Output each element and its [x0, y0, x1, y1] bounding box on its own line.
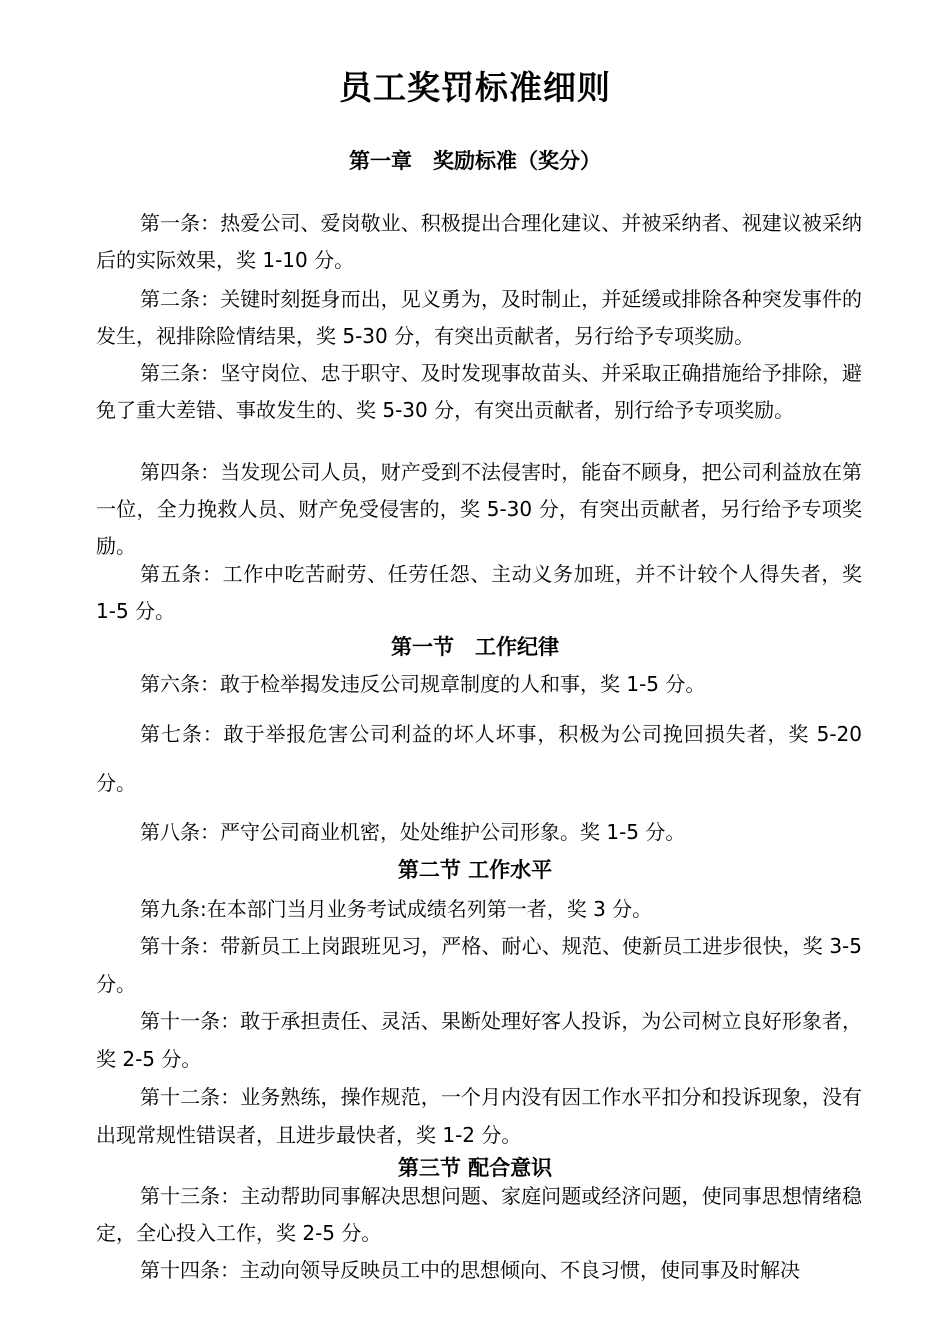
document-title: 员工奖罚标准细则 — [339, 68, 611, 107]
article-2: 第二条：关键时刻挺身而出，见义勇为，及时制止，并延缓或排除各种突发事件的发生，视排除险情结果，奖 5-30 分，有突出贡献者，另行给予专项奖励。 — [96, 287, 862, 348]
article-7: 第七条：敢于举报危害公司利益的坏人坏事，积极为公司挽回损失者，奖 5-20 分。 — [96, 722, 862, 795]
chapter-heading: 第一章 奖励标准（奖分） — [349, 149, 601, 173]
article-4: 第四条：当发现公司人员，财产受到不法侵害时，能奋不顾身，把公司利益放在第一位，全力挽救人员、财产免受侵害的，奖 5-30 分，有突出贡献者，另行给予专项奖励。 — [96, 460, 862, 558]
article-3: 第三条：坚守岗位、忠于职守、及时发现事故苗头、并采取正确措施给予排除，避免了重大差错、事故发生的、奖 5-30 分，有突出贡献者，别行给予专项奖励。 — [96, 361, 862, 422]
article-14: 第十四条：主动向领导反映员工中的思想倾向、不良习惯，使同事及时解决 — [140, 1258, 800, 1282]
section-heading-work-discipline: 第一节 工作纪律 — [391, 635, 559, 659]
article-11: 第十一条：敢于承担责任、灵活、果断处理好客人投诉，为公司树立良好形象者，奖 2-5 分。 — [96, 1009, 862, 1071]
section-heading-cooperation: 第三节 配合意识 — [397, 1156, 553, 1180]
article-9: 第九条:在本部门当月业务考试成绩名列第一者，奖 3 分。 — [140, 897, 653, 921]
section-heading-work-level: 第二节 工作水平 — [397, 858, 553, 882]
article-13: 第十三条：主动帮助同事解决思想问题、家庭问题或经济问题，使同事思想情绪稳定，全心投入工作，奖 2-5 分。 — [96, 1184, 862, 1245]
article-5: 第五条：工作中吃苦耐劳、任劳任怨、主动义务加班，并不计较个人得失者，奖 1-5 分。 — [96, 562, 862, 623]
article-8: 第八条：严守公司商业机密，处处维护公司形象。奖 1-5 分。 — [140, 820, 686, 844]
article-10: 第十条：带新员工上岗跟班见习，严格、耐心、规范、使新员工进步很快，奖 3-5 分。 — [96, 934, 862, 996]
article-12: 第十二条：业务熟练，操作规范，一个月内没有因工作水平扣分和投诉现象，没有出现常规性错误者，且进步最快者，奖 1-2 分。 — [96, 1085, 862, 1147]
article-1: 第一条：热爱公司、爱岗敬业、积极提出合理化建议、并被采纳者、视建议被采纳后的实际效果，奖 1-10 分。 — [96, 211, 862, 272]
article-6: 第六条：敢于检举揭发违反公司规章制度的人和事，奖 1-5 分。 — [140, 672, 706, 696]
